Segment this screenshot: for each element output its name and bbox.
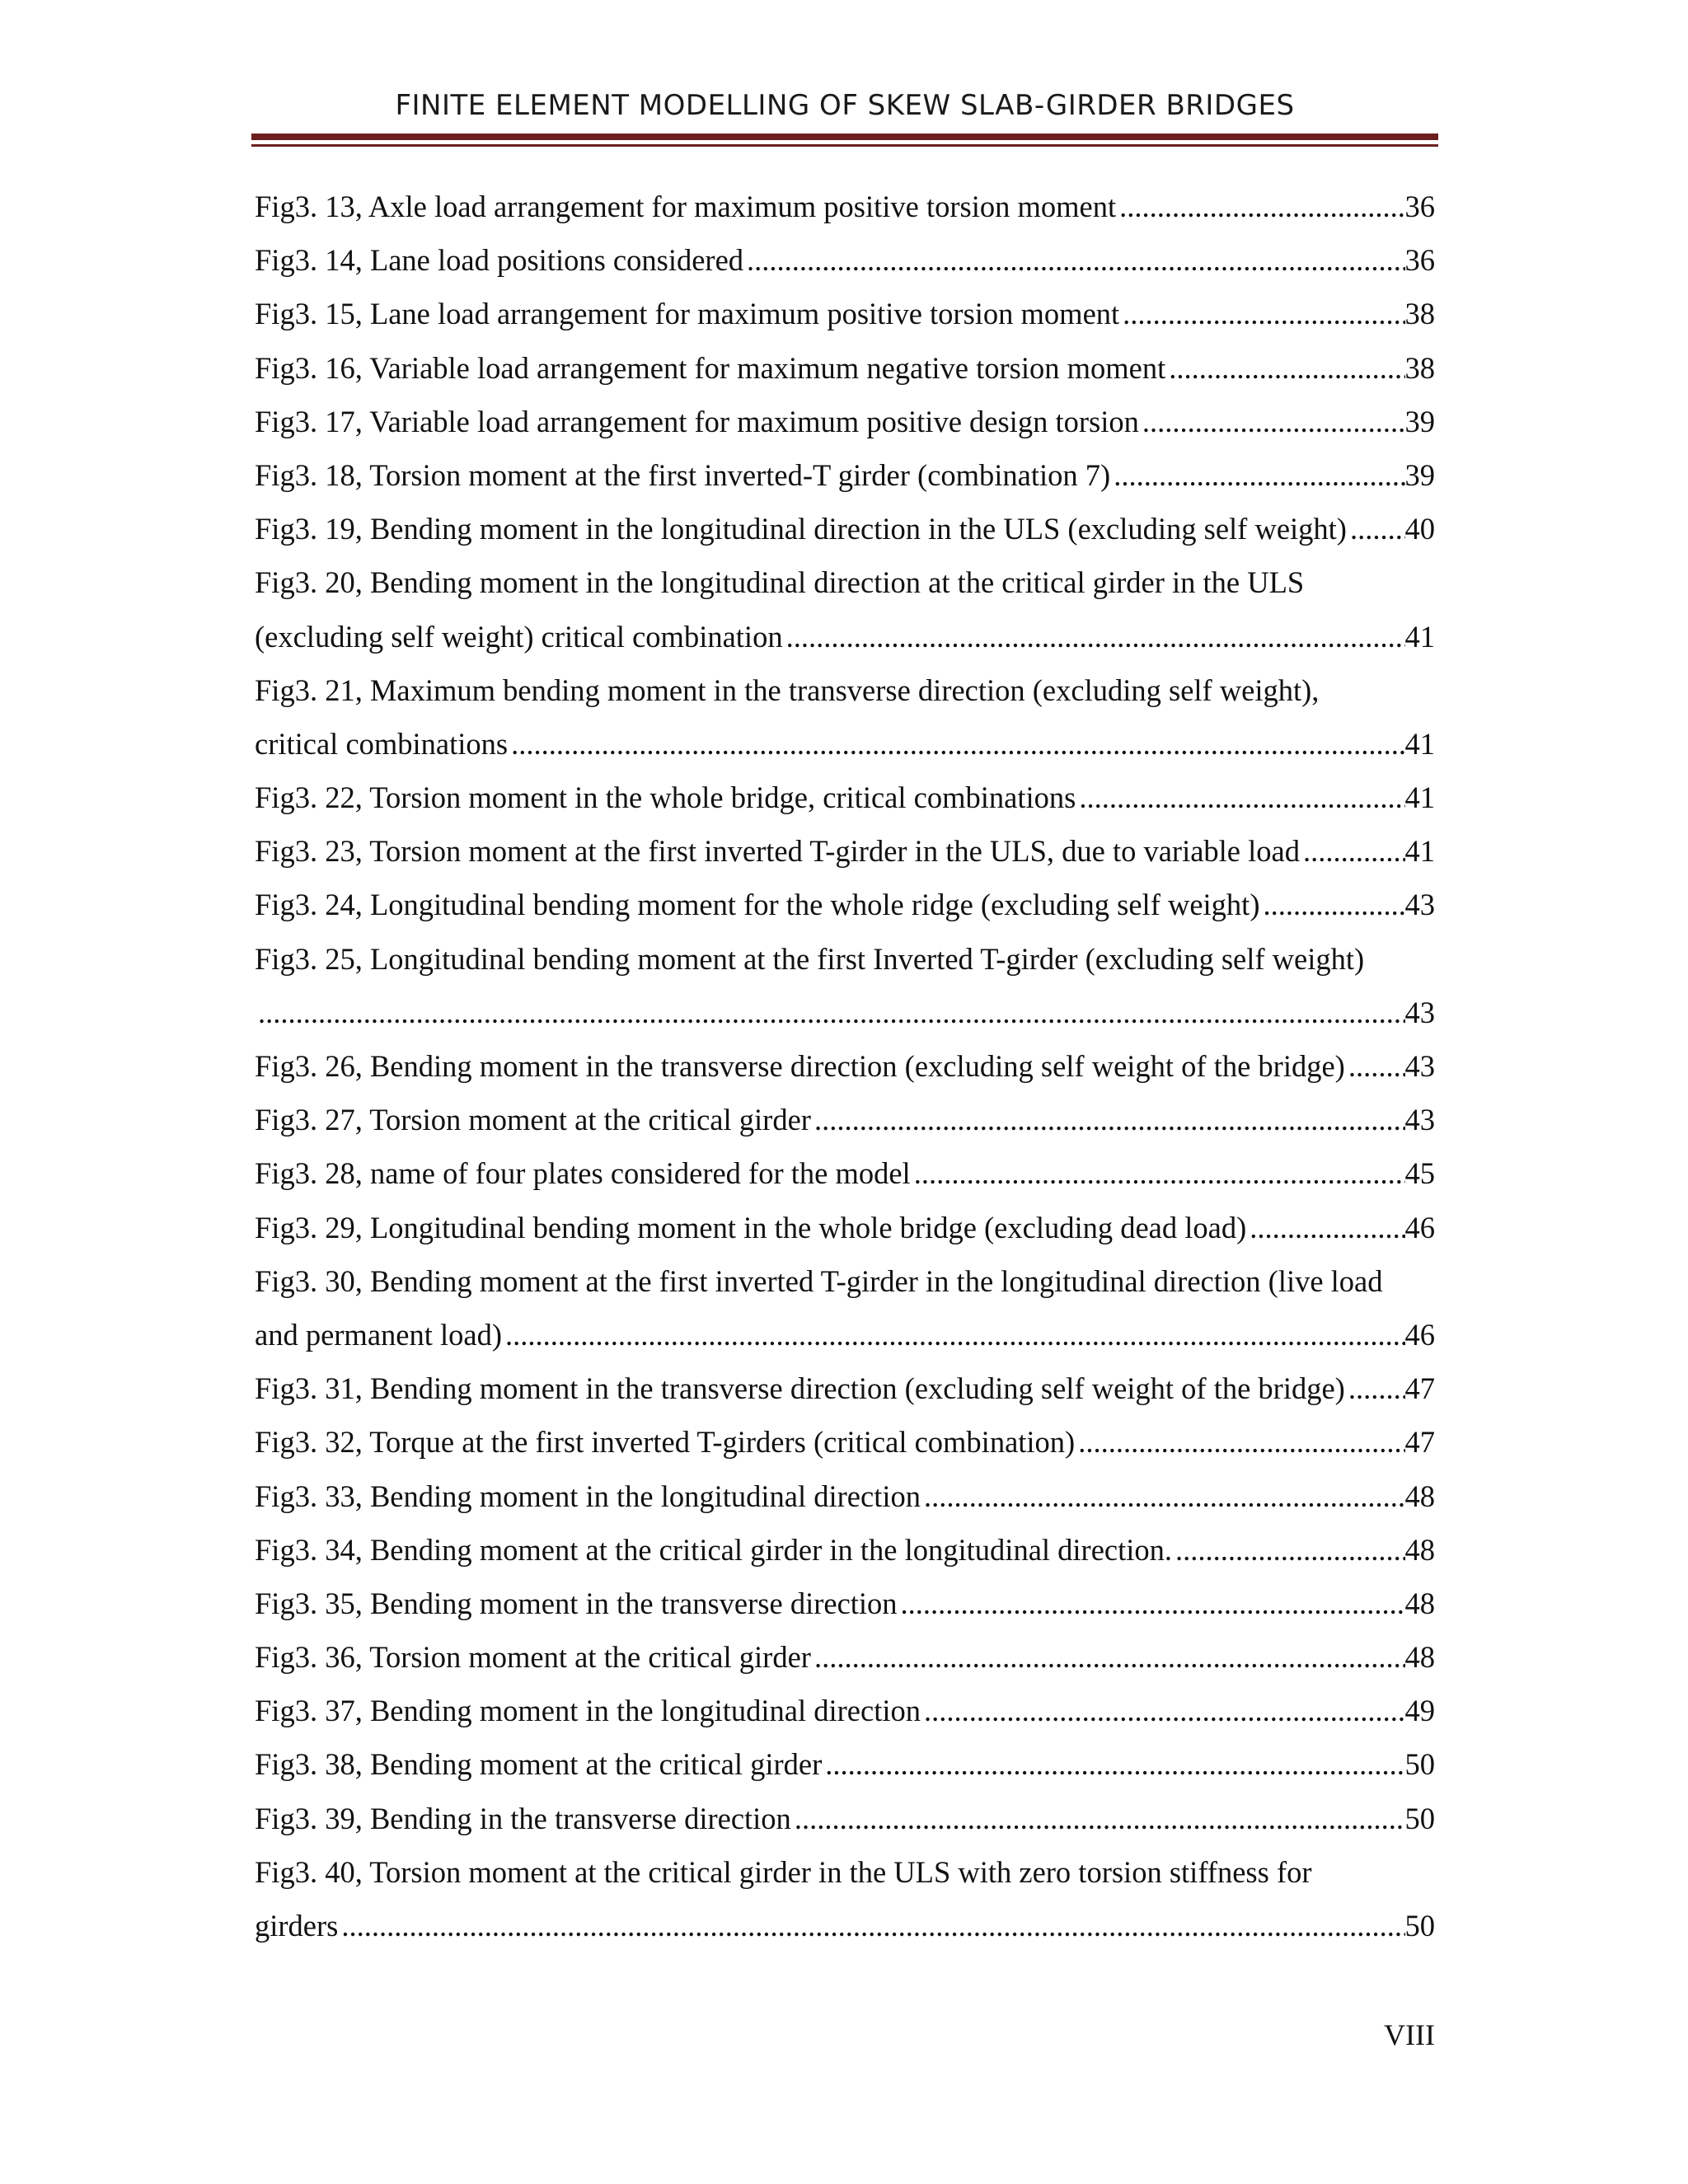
toc-entry-last-line xyxy=(255,1201,1435,1254)
toc-entry-last-line xyxy=(255,1039,1435,1093)
toc-entry-text: Fig3. 29, Longitudinal bending moment in the whole bridge (excluding dead load) xyxy=(255,1210,1247,1244)
dot-leader xyxy=(921,1684,1405,1737)
toc-entry-line xyxy=(255,932,1435,986)
toc-entry[interactable] xyxy=(255,771,1435,824)
toc-entry-last-line xyxy=(255,1469,1435,1523)
toc-entry[interactable] xyxy=(255,180,1435,233)
toc-entry[interactable] xyxy=(255,1469,1435,1523)
toc-entry-text: Fig3. 38, Bending moment at the critical girder xyxy=(255,1747,823,1782)
dot-leader xyxy=(502,1308,1405,1361)
toc-entry-last-line xyxy=(255,287,1435,340)
toc-entry-text: girders xyxy=(255,1909,339,1943)
toc-entry-page-number: 40 xyxy=(1404,512,1435,546)
toc-entry-page-number: 43 xyxy=(1404,1103,1435,1137)
dot-leader xyxy=(1259,878,1404,931)
toc-entry[interactable] xyxy=(255,555,1435,663)
dot-leader xyxy=(1345,1039,1405,1093)
toc-entry-text: Fig3. 40, Torsion moment at the critical girder in the ULS with zero torsion stiffness for xyxy=(255,1854,1312,1889)
toc-entry-text: Fig3. 33, Bending moment in the longitudinal direction xyxy=(255,1479,921,1513)
toc-entry-last-line xyxy=(255,502,1435,555)
toc-entry-last-line xyxy=(255,824,1435,878)
toc-entry[interactable] xyxy=(255,1684,1435,1737)
toc-entry[interactable] xyxy=(255,932,1435,1039)
toc-entry-last-line xyxy=(255,1630,1435,1684)
toc-entry-page-number: 43 xyxy=(1404,995,1435,1029)
dot-leader xyxy=(1165,341,1404,395)
dot-leader xyxy=(1172,1523,1404,1577)
toc-entry-text: and permanent load) xyxy=(255,1317,502,1352)
toc-entry-page-number: 48 xyxy=(1404,1532,1435,1567)
toc-entry[interactable] xyxy=(255,448,1435,502)
toc-entry-last-line xyxy=(255,1577,1435,1630)
toc-entry[interactable] xyxy=(255,663,1435,771)
toc-entry-last-line xyxy=(255,1523,1435,1577)
dot-leader xyxy=(1139,395,1405,448)
toc-entry[interactable] xyxy=(255,1577,1435,1630)
toc-entry-text: Fig3. 15, Lane load arrangement for maximum positive torsion moment xyxy=(255,297,1120,331)
toc-entry-page-number: 45 xyxy=(1404,1156,1435,1191)
toc-entry-line xyxy=(255,1254,1435,1308)
toc-entry-page-number: 36 xyxy=(1404,190,1435,223)
toc-entry[interactable] xyxy=(255,1254,1435,1361)
toc-entry-page-number: 50 xyxy=(1404,1909,1435,1943)
toc-entry-text: Fig3. 32, Torque at the first inverted T-girders (critical combination) xyxy=(255,1425,1076,1460)
toc-entry-last-line xyxy=(255,1792,1435,1845)
toc-entry-page-number: 41 xyxy=(1404,834,1435,869)
toc-entry-text: Fig3. 37, Bending moment in the longitudinal direction xyxy=(255,1694,921,1728)
list-of-figures xyxy=(255,180,1435,1952)
toc-entry-last-line xyxy=(255,1093,1435,1146)
toc-entry-line xyxy=(255,1845,1435,1899)
toc-entry-page-number: 41 xyxy=(1404,726,1435,761)
toc-entry-last-line xyxy=(255,448,1435,502)
dot-leader xyxy=(822,1737,1404,1791)
toc-entry-page-number: 50 xyxy=(1404,1747,1435,1782)
toc-entry-page-number: 48 xyxy=(1404,1640,1435,1675)
toc-entry[interactable] xyxy=(255,233,1435,287)
toc-entry-last-line xyxy=(255,1415,1435,1469)
dot-leader xyxy=(1246,1201,1404,1254)
dot-leader xyxy=(1119,287,1404,340)
dot-leader xyxy=(811,1630,1405,1684)
toc-entry[interactable] xyxy=(255,341,1435,395)
dot-leader xyxy=(921,1469,1405,1523)
toc-entry-page-number: 48 xyxy=(1404,1479,1435,1513)
toc-entry-last-line xyxy=(255,1361,1435,1415)
toc-entry-text: Fig3. 23, Torsion moment at the first inverted T-girder in the ULS, due to variable load xyxy=(255,834,1300,869)
toc-entry[interactable] xyxy=(255,1845,1435,1952)
dot-leader xyxy=(1300,824,1405,878)
dot-leader xyxy=(783,610,1405,663)
toc-entry-last-line xyxy=(255,1308,1435,1361)
toc-entry-text: Fig3. 22, Torsion moment in the whole bridge, critical combinations xyxy=(255,780,1076,815)
toc-entry-page-number: 47 xyxy=(1404,1371,1435,1406)
toc-entry-line xyxy=(255,555,1435,609)
toc-entry-last-line xyxy=(255,395,1435,448)
toc-entry-page-number: 46 xyxy=(1404,1210,1435,1244)
toc-entry-last-line xyxy=(255,610,1435,663)
dot-leader xyxy=(1110,448,1404,502)
toc-entry-page-number: 38 xyxy=(1404,350,1435,385)
toc-entry-text: Fig3. 16, Variable load arrangement for maximum negative torsion moment xyxy=(255,350,1166,385)
dot-leader xyxy=(791,1792,1405,1845)
toc-entry-last-line xyxy=(255,1684,1435,1737)
toc-entry-text: Fig3. 26, Bending moment in the transverse direction (excluding self weight of the bridge) xyxy=(255,1049,1345,1083)
toc-entry-text: Fig3. 18, Torsion moment at the first inverted-T girder (combination 7) xyxy=(255,457,1111,492)
toc-entry[interactable] xyxy=(255,1201,1435,1254)
toc-entry[interactable] xyxy=(255,1093,1435,1146)
toc-entry-page-number: 41 xyxy=(1404,780,1435,815)
toc-entry-text: Fig3. 21, Maximum bending moment in the transverse direction (excluding self weight), xyxy=(255,673,1320,707)
dot-leader xyxy=(1347,502,1405,555)
dot-leader xyxy=(1075,1415,1404,1469)
toc-entry-page-number: 39 xyxy=(1404,457,1435,492)
toc-entry[interactable] xyxy=(255,1361,1435,1415)
toc-entry-last-line xyxy=(255,878,1435,931)
toc-entry[interactable] xyxy=(255,1146,1435,1200)
toc-entry[interactable] xyxy=(255,1630,1435,1684)
toc-entry-text: Fig3. 24, Longitudinal bending moment for the whole ridge (excluding self weight) xyxy=(255,888,1260,922)
toc-entry-text: (excluding self weight) critical combination xyxy=(255,619,783,654)
toc-entry-last-line xyxy=(255,771,1435,824)
toc-entry-text: Fig3. 19, Bending moment in the longitudinal direction in the ULS (excluding self weight) xyxy=(255,512,1347,546)
toc-entry-text: Fig3. 34, Bending moment at the critical girder in the longitudinal direction. xyxy=(255,1532,1173,1567)
toc-entry[interactable] xyxy=(255,878,1435,931)
toc-entry[interactable] xyxy=(255,502,1435,555)
toc-entry-last-line xyxy=(255,1737,1435,1791)
toc-entry-text: Fig3. 35, Bending moment in the transverse direction xyxy=(255,1586,898,1620)
toc-entry-line xyxy=(255,663,1435,717)
toc-entry-text: Fig3. 20, Bending moment in the longitudinal direction at the critical girder in the ULS xyxy=(255,565,1305,600)
toc-entry-text: Fig3. 13, Axle load arrangement for maximum positive torsion moment xyxy=(255,190,1117,223)
toc-entry-page-number: 47 xyxy=(1404,1425,1435,1460)
toc-entry[interactable] xyxy=(255,1737,1435,1791)
toc-entry-last-line xyxy=(255,341,1435,395)
toc-entry-text: Fig3. 39, Bending in the transverse direction xyxy=(255,1801,791,1835)
dot-leader xyxy=(1076,771,1404,824)
toc-entry[interactable] xyxy=(255,395,1435,448)
toc-entry[interactable] xyxy=(255,287,1435,340)
toc-entry-page-number: 46 xyxy=(1404,1317,1435,1352)
toc-entry[interactable] xyxy=(255,1415,1435,1469)
toc-entry-last-line xyxy=(255,1899,1435,1952)
toc-entry-text: Fig3. 28, name of four plates considered for the model xyxy=(255,1156,911,1191)
header-rule-thick xyxy=(251,134,1438,140)
dot-leader xyxy=(811,1093,1405,1146)
toc-entry-text: critical combinations xyxy=(255,726,509,761)
toc-entry[interactable] xyxy=(255,1792,1435,1845)
toc-entry[interactable] xyxy=(255,1039,1435,1093)
toc-entry-page-number: 38 xyxy=(1404,297,1435,331)
toc-entry-text: Fig3. 27, Torsion moment at the critical girder xyxy=(255,1103,811,1137)
toc-entry[interactable] xyxy=(255,1523,1435,1577)
toc-entry-page-number: 49 xyxy=(1404,1694,1435,1728)
toc-entry-page-number: 43 xyxy=(1404,1049,1435,1083)
toc-entry-last-line xyxy=(255,233,1435,287)
dot-leader xyxy=(743,233,1404,287)
toc-entry-last-line xyxy=(255,717,1435,771)
toc-entry-page-number: 50 xyxy=(1404,1801,1435,1835)
dot-leader xyxy=(338,1899,1404,1952)
dot-leader xyxy=(1345,1361,1405,1415)
toc-entry-text: Fig3. 14, Lane load positions considered xyxy=(255,243,744,278)
dot-leader xyxy=(508,717,1404,771)
toc-entry-text: Fig3. 17, Variable load arrangement for maximum positive design torsion xyxy=(255,404,1139,438)
header-rule-thin xyxy=(251,144,1438,147)
running-header: FINITE ELEMENT MODELLING OF SKEW SLAB-GIRDER BRIDGES xyxy=(395,89,1295,122)
toc-entry-last-line xyxy=(255,1146,1435,1200)
toc-entry-page-number: 48 xyxy=(1404,1586,1435,1620)
toc-entry-page-number: 41 xyxy=(1404,619,1435,654)
toc-entry-text: Fig3. 30, Bending moment at the first inverted T-girder in the longitudinal direction (live load xyxy=(255,1263,1383,1298)
toc-entry-text: Fig3. 31, Bending moment in the transverse direction (excluding self weight of the bridge) xyxy=(255,1371,1345,1406)
toc-entry-text: Fig3. 36, Torsion moment at the critical girder xyxy=(255,1640,811,1675)
toc-entry-page-number: 39 xyxy=(1404,404,1435,438)
toc-entry-last-line xyxy=(255,986,1435,1039)
dot-leader xyxy=(1116,180,1404,233)
dot-leader xyxy=(911,1146,1405,1200)
toc-entry-page-number: 43 xyxy=(1404,888,1435,922)
page-number: VIII xyxy=(1384,2018,1435,2051)
dot-leader xyxy=(255,986,1405,1039)
toc-entry-page-number: 36 xyxy=(1404,243,1435,278)
toc-entry-text: Fig3. 25, Longitudinal bending moment at the first Inverted T-girder (excluding self weight) xyxy=(255,941,1365,976)
dot-leader xyxy=(898,1577,1405,1630)
toc-entry-last-line xyxy=(255,180,1435,233)
toc-entry[interactable] xyxy=(255,824,1435,878)
